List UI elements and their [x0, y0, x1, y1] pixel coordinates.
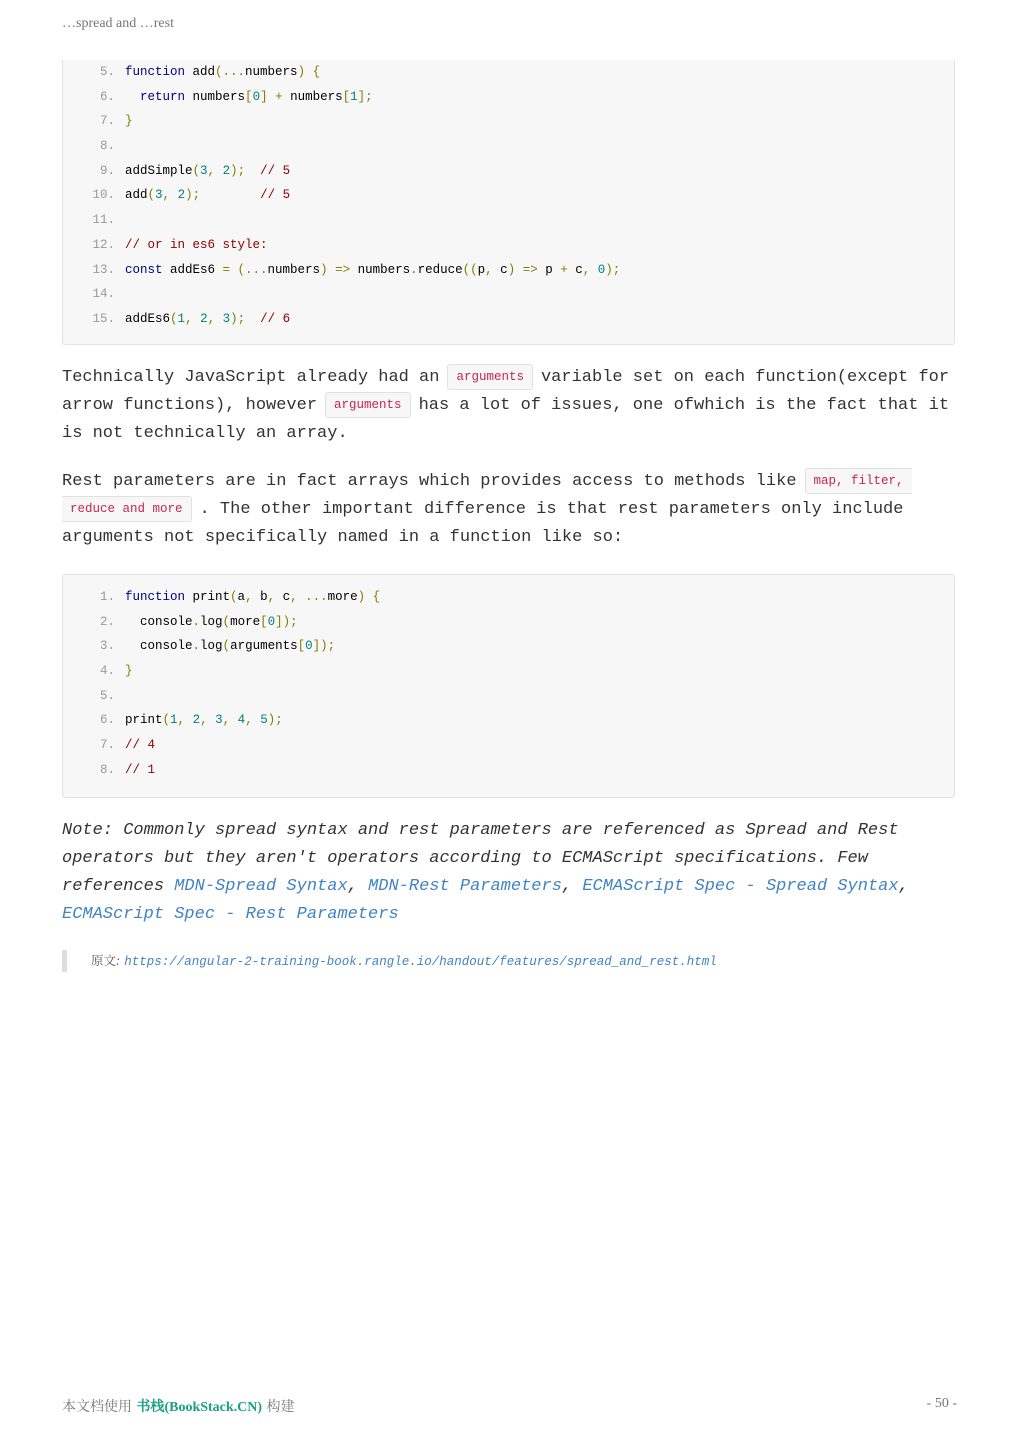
- code-text: addSimple(3, 2); // 5: [125, 163, 291, 178]
- paragraph-text: Rest parameters are in fact arrays which provides access to methods like: [62, 472, 797, 491]
- line-number: 6.: [99, 713, 115, 728]
- code-text: function print(a, b, c, ...more) {: [125, 590, 381, 604]
- paragraph-text: variable set on each function(except for arrow functions), however: [62, 368, 950, 415]
- line-number: 14.: [92, 287, 115, 302]
- code-line: [63, 282, 954, 307]
- line-number: 10.: [92, 188, 115, 203]
- code-text: console.log(more[0]);: [125, 614, 298, 629]
- line-number: 3.: [99, 639, 115, 654]
- code-line: [63, 307, 954, 332]
- paragraph-arguments: [62, 364, 957, 448]
- line-number: 11.: [92, 213, 115, 228]
- code-line: [63, 258, 954, 283]
- code-text: // 4: [125, 738, 156, 753]
- footer-brand-link[interactable]: 书栈(BookStack.CN): [136, 1400, 263, 1415]
- inline-code-methods: map, filter,: [805, 468, 912, 494]
- inline-code-arguments: arguments: [447, 364, 533, 390]
- code-text: function add(...numbers) {: [125, 65, 321, 79]
- code-line: [63, 134, 954, 159]
- line-number: 1.: [99, 590, 115, 604]
- paragraph-text: has a lot of issues, one ofwhich is the fact that it is not technically an array.: [62, 396, 950, 443]
- code-block-print: [62, 574, 955, 798]
- code-line: [63, 659, 954, 684]
- paragraph-text: Technically JavaScript already had an: [62, 368, 440, 387]
- code-text: print(1, 2, 3, 4, 5);: [125, 713, 283, 728]
- code-text: console.log(arguments[0]);: [125, 639, 336, 654]
- code-line: [63, 733, 954, 758]
- line-number: 7.: [99, 738, 115, 753]
- code-line: [63, 109, 954, 134]
- line-number: 12.: [92, 237, 115, 252]
- code-text: return numbers[0] + numbers[1];: [140, 89, 373, 104]
- line-number: 7.: [99, 114, 115, 129]
- line-number: 4.: [99, 664, 115, 679]
- line-number: 6.: [99, 89, 115, 104]
- code-text: const addEs6 = (...numbers) => numbers.reduce((p, c) => p + c, 0);: [125, 262, 621, 277]
- code-text: }: [125, 664, 133, 679]
- footer-credit: [62, 1396, 295, 1416]
- line-number: 9.: [99, 163, 115, 178]
- separator: ,: [898, 877, 909, 896]
- link-mdn-spread-syntax[interactable]: MDN-Spread Syntax: [174, 877, 348, 896]
- link-ecmascript-rest-parameters[interactable]: ECMAScript Spec - Rest Parameters: [62, 905, 399, 924]
- line-number: 2.: [99, 614, 115, 629]
- note-text: Note: Commonly spread syntax and rest parameters are referenced as Spread and Rest operators but they aren't operators according to ECMAScript specifications. Few references: [62, 821, 899, 896]
- code-line: [63, 159, 954, 184]
- code-line: [63, 634, 954, 659]
- code-line: [63, 183, 954, 208]
- link-mdn-rest-parameters[interactable]: MDN-Rest Parameters: [368, 877, 562, 896]
- link-ecmascript-spread-syntax[interactable]: ECMAScript Spec - Spread Syntax: [582, 877, 899, 896]
- code-line: [63, 684, 954, 709]
- running-header: …spread and …rest: [62, 16, 174, 31]
- line-number: 8.: [99, 762, 115, 777]
- source-url-link[interactable]: https://angular-2-training-book.rangle.io/handout/features/spread_and_rest.html: [124, 955, 717, 969]
- code-text: add(3, 2); // 5: [125, 188, 291, 203]
- line-number: 13.: [92, 262, 115, 277]
- code-line: [63, 60, 954, 85]
- paragraph-text: . The other important difference is that rest parameters only include arguments not specifically named in a function like so:: [62, 500, 904, 547]
- source-colon: :: [116, 953, 125, 968]
- code-line: [63, 233, 954, 258]
- code-text: addEs6(1, 2, 3); // 6: [125, 311, 291, 326]
- code-text: // 1: [125, 762, 156, 777]
- code-block-add: [62, 60, 955, 345]
- code-text: }: [125, 114, 133, 129]
- footer-suffix: 构建: [262, 1399, 295, 1415]
- note-paragraph: [62, 817, 957, 929]
- line-number: 5.: [99, 688, 115, 703]
- line-number: 15.: [92, 311, 115, 326]
- line-number: 5.: [99, 65, 115, 79]
- inline-code-arguments: arguments: [325, 392, 411, 418]
- source-label: 原文: [91, 953, 117, 968]
- separator: ,: [561, 877, 583, 896]
- paragraph-rest-arrays: [62, 468, 957, 552]
- footer-prefix: 本文档使用: [62, 1399, 137, 1415]
- code-line: [63, 85, 954, 110]
- separator: ,: [347, 877, 369, 896]
- inline-code-methods-continued: reduce and more: [62, 496, 192, 522]
- code-line: [63, 610, 954, 635]
- page-number: - 50 -: [926, 1396, 957, 1411]
- code-line: [63, 708, 954, 733]
- line-number: 8.: [99, 139, 115, 154]
- code-line: [63, 585, 954, 610]
- code-line: [63, 208, 954, 233]
- code-line: [63, 758, 954, 783]
- source-blockquote: [62, 950, 717, 972]
- code-text: // or in es6 style:: [125, 237, 268, 252]
